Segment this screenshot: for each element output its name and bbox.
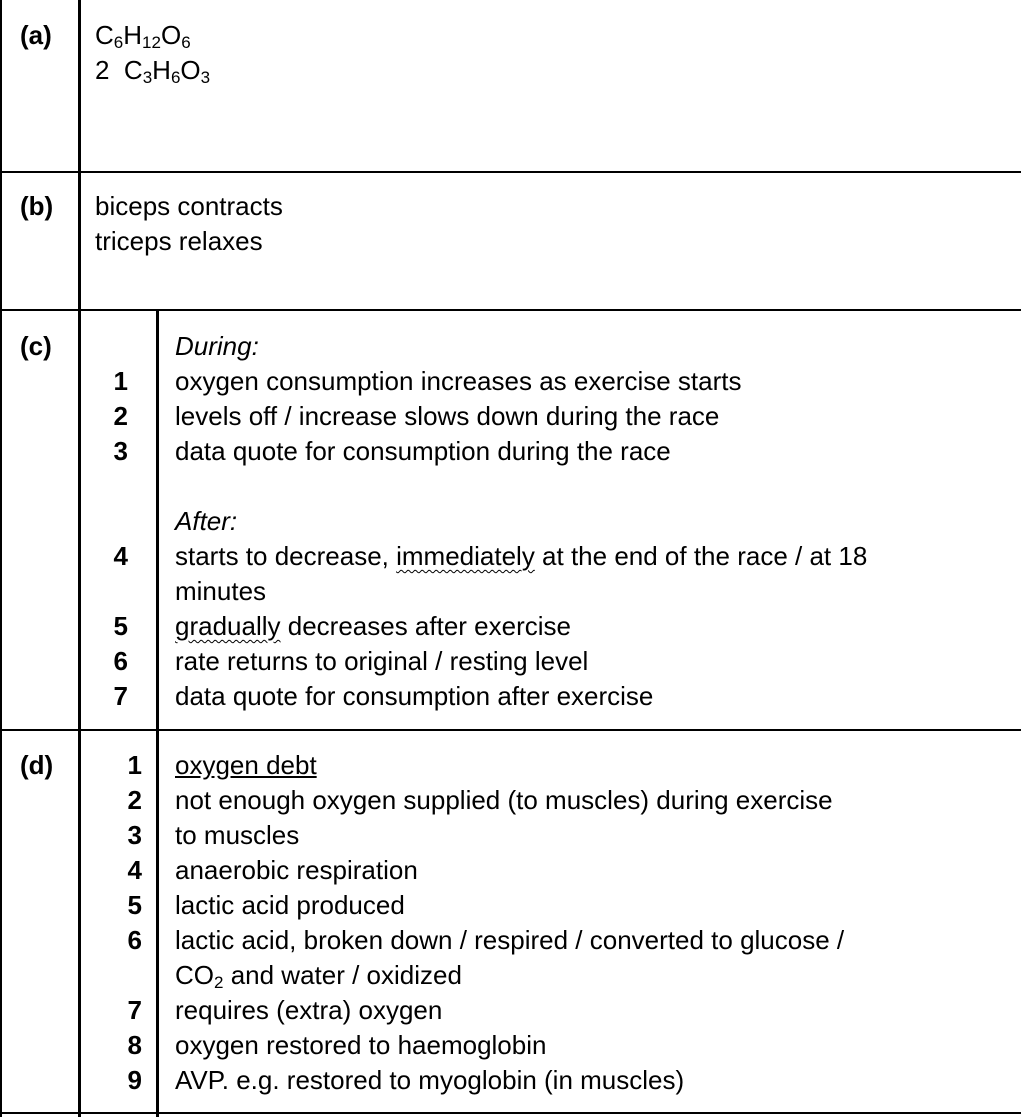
point-number: 6	[113, 646, 128, 676]
marking-point: AVP. e.g. restored to myoglobin (in muscles)	[175, 1065, 685, 1095]
point-number: 8	[127, 1030, 142, 1060]
table-left-border	[0, 0, 2, 1117]
marking-point: levels off / increase slows down during the race	[175, 401, 720, 431]
marking-point: oxygen debt	[175, 750, 317, 780]
row-divider-bottom	[0, 1112, 1021, 1114]
after-heading: After:	[175, 506, 238, 536]
point-number: 7	[113, 681, 128, 711]
point-number: 1	[113, 366, 128, 396]
marking-point: not enough oxygen supplied (to muscles) during exercise	[175, 785, 833, 815]
during-heading: During:	[175, 331, 259, 361]
point-number: 9	[127, 1065, 142, 1095]
marking-point: anaerobic respiration	[175, 855, 418, 885]
marking-point: requires (extra) oxygen	[175, 995, 443, 1025]
marking-point: data quote for consumption after exercise	[175, 681, 654, 711]
part-label-a: (a)	[20, 20, 52, 50]
part-label-b: (b)	[20, 191, 54, 221]
marking-point: data quote for consumption during the race	[175, 436, 671, 466]
row-divider-b-c	[0, 309, 1021, 311]
marking-point-continuation: minutes	[175, 576, 267, 606]
marking-point: gradually decreases after exercise	[175, 611, 571, 641]
point-number: 7	[127, 995, 142, 1025]
marking-point: starts to decrease, immediately at the end of the race / at 18	[175, 541, 868, 571]
marking-point: lactic acid, broken down / respired / converted to glucose /	[175, 925, 845, 955]
point-number: 5	[127, 890, 142, 920]
point-number: 6	[127, 925, 142, 955]
point-number: 4	[127, 855, 142, 885]
point-number: 3	[127, 820, 142, 850]
row-divider-a-b	[0, 171, 1021, 173]
point-number: 2	[127, 785, 142, 815]
point-number: 3	[113, 436, 128, 466]
point-number: 4	[113, 541, 128, 571]
part-label-c: (c)	[20, 331, 52, 361]
marking-point: oxygen consumption increases as exercise starts	[175, 366, 742, 396]
column-divider-left	[78, 0, 81, 1117]
emphasis-word: immediately	[396, 541, 535, 571]
point-number: 1	[127, 750, 142, 780]
marking-point-continuation: $CO_2$ and water / oxidized	[175, 960, 462, 992]
marking-point: rate returns to original / resting level	[175, 646, 589, 676]
marking-point: to muscles	[175, 820, 300, 850]
answer-line: triceps relaxes	[95, 226, 263, 256]
point-number: 2	[113, 401, 128, 431]
marking-point: oxygen restored to haemoglobin	[175, 1030, 547, 1060]
answer-line: biceps contracts	[95, 191, 283, 221]
emphasis-word: gradually	[175, 611, 281, 641]
part-label-d: (d)	[20, 750, 54, 780]
marking-point: lactic acid produced	[175, 890, 405, 920]
column-divider-numbers	[156, 310, 159, 1117]
lactic-acid-formula: 2 $C_3H_6O_3$	[95, 55, 211, 87]
row-divider-c-d	[0, 729, 1021, 731]
glucose-formula: $C_6H_{12}O_6$	[95, 20, 191, 52]
point-number: 5	[113, 611, 128, 641]
